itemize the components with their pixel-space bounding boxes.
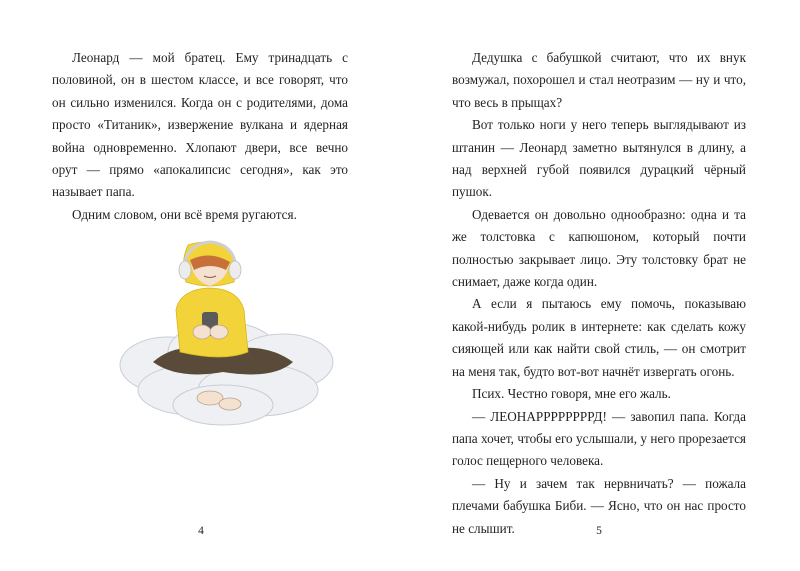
paragraph: Псих. Честно говоря, мне его жаль. (472, 386, 671, 402)
page-number: 5 (596, 525, 602, 537)
paragraph: А если я пытаюсь ему помочь, показываю какой-нибудь ролик в интернете: как сделать кожу сияющей или как найти свой стиль, — он смотрит на меня так, будто вот-вот начнёт извергать огонь. (452, 296, 746, 379)
right-page (400, 0, 800, 571)
paragraph: — ЛЕОНАРРРРРРРРД! — завопил папа. Когда папа хочет, чтобы его услышали, у него прорезается голос пещерного человека. (452, 408, 746, 469)
paragraph: Дедушка с бабушкой считают, что их внук возмужал, похорошел и стал неотразим — ну и что, что весь в прыщах? (452, 50, 746, 110)
paragraph: Вот только ноги у него теперь выглядывают из штанин — Леонард заметно вытянулся в длину, а над верхней губой появился дурацкий чёрный пушок. (452, 117, 746, 200)
page-number: 4 (198, 525, 204, 537)
paragraph: Одевается он довольно однообразно: одна и та же толстовка с капюшоном, который почти полностью закрывает лицо. Эту толстовку брат не снимает, даже когда один. (452, 206, 746, 290)
paragraph: — Ну и зачем так нервничать? — пожала плечами бабушка Биби. — Ясно, что он нас просто не слышит. (452, 475, 746, 536)
right-page-text (452, 47, 746, 540)
boy-on-cloud-illustration (98, 240, 348, 430)
paragraph: Одним словом, они всё время ругаются. (72, 206, 297, 222)
paragraph: Леонард — мой братец. Ему тринадцать с половиной, он в шестом классе, и все говорят, что он сильно изменился. Когда он с родителями, дома просто «Титаник», извержение вулкана и ядерная война одновременно. Хлопают двери, все вечно орут — прямо «апокалипсис сегодня», как это называет папа. (52, 50, 348, 200)
left-page-text (52, 47, 348, 226)
